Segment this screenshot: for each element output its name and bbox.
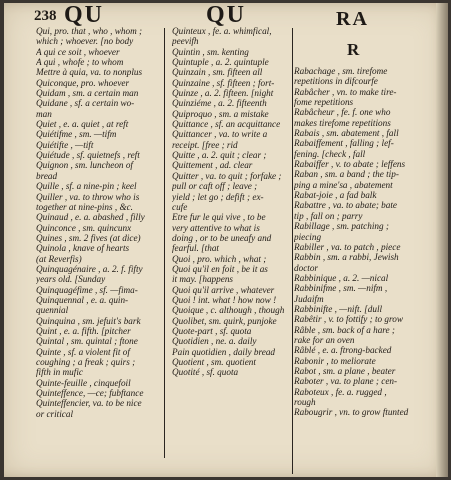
- dictionary-entry-line: Quitte , a. 2. quit ; clear ;: [172, 150, 267, 161]
- dictionary-entry-line: yield ; let go ; defift ; ex-: [172, 191, 264, 202]
- dictionary-entry-line: Rabonir , to meliorate: [294, 355, 376, 366]
- dictionary-entry-line: Quoi qu'il arrive , whatever: [172, 284, 275, 295]
- dictionary-entry-line: Quinzaine , sf. fifteen ; fort-: [172, 77, 275, 88]
- dictionary-entry-line: Quintin , sm. kenting: [172, 46, 249, 57]
- dictionary-entry-line: Quiproquo , sm. a mistake: [172, 108, 269, 119]
- dictionary-entry-line: fening. [check , fall: [294, 148, 366, 159]
- dictionary-entry-line: rake for an oven: [294, 334, 355, 345]
- dictionary-entry-line: Quotité , sf. quota: [172, 367, 239, 378]
- dictionary-entry-line: Quinaud , e. a. abashed , filly: [36, 212, 145, 223]
- dictionary-entry-line: (at Reverfis): [36, 253, 82, 264]
- dictionary-entry-line: Rabattre , va. to abate; bate: [294, 200, 397, 211]
- dictionary-entry-line: Quintal , sm. quintal ; ftone: [36, 336, 138, 347]
- dictionary-entry-line: Rabat-joie , a fad balk: [294, 190, 377, 201]
- dictionary-entry-line: pull or caft off ; leave ;: [172, 181, 258, 192]
- dictionary-entry-line: Quiller , va. to throw who is: [36, 191, 140, 202]
- dictionary-entry-line: Judaifm: [294, 293, 324, 304]
- dictionary-entry-line: Quinzain , sm. fifteen all: [172, 67, 263, 78]
- dictionary-entry-line: Quidam , sm. a certain man: [36, 88, 139, 99]
- dictionary-entry-line: Quinquagénaire , a. 2. f. fifty: [36, 263, 143, 274]
- dictionary-entry-line: Quinquina , sm. jefuit's bark: [36, 315, 141, 326]
- column-rule-left: [164, 28, 165, 458]
- dictionary-entry-line: Quines , sm. 2 fives (at dice): [36, 232, 141, 243]
- dictionary-entry-line: Raboter , va. to plane ; cen-: [294, 376, 398, 387]
- dictionary-entry-line: Quintuple , a. 2. quintuple: [172, 57, 269, 68]
- dictionary-entry-line: years old. [Sunday: [36, 274, 106, 285]
- dictionary-entry-line: Quignon , sm. luncheon of: [36, 160, 133, 171]
- dictionary-entry-line: Quittance , sf. an acquittance: [172, 119, 281, 130]
- dictionary-entry-line: Raban , sm. a band ; the tip-: [294, 169, 399, 180]
- dictionary-entry-line: Pain quotidien , daily bread: [172, 346, 276, 357]
- dictionary-entry-line: peevifh: [172, 36, 199, 47]
- dictionary-entry-line: Quotient , sm. quotient: [172, 357, 256, 367]
- middle-heading: QU: [206, 2, 246, 28]
- dictionary-entry-line: man: [36, 108, 52, 119]
- dictionary-entry-line: Quiétude , sf. quietnefs , reft: [36, 150, 140, 161]
- dictionary-entry-line: Rabais , sm. abatement , fall: [294, 128, 399, 139]
- dictionary-entry-line: fifth in mufic: [36, 367, 83, 378]
- column-1: [36, 26, 158, 419]
- dictionary-entry-line: Quiétifte , —tift: [36, 139, 94, 150]
- dictionary-entry-line: Quint , e. a. fifth. [pitcher: [36, 325, 131, 336]
- column-3: [294, 66, 426, 418]
- dictionary-entry-line: Quille , sf. a nine-pin ; keel: [36, 181, 137, 192]
- dictionary-entry-line: fearful. [that: [172, 243, 219, 254]
- section-letter: R: [347, 40, 360, 59]
- dictionary-entry-line: Quoique , c. although , though: [172, 305, 285, 316]
- dictionary-entry-line: Raboteux , fe. a. rugged ,: [294, 386, 387, 397]
- dictionary-entry-line: Quinteffence, —ce; fubftance: [36, 388, 144, 399]
- dictionary-entry-line: Rabot , sm. a plane , beater: [294, 365, 396, 376]
- dictionary-entry-line: Quinte , sf. a violent fit of: [36, 346, 130, 357]
- dictionary-entry-line: which ; whoever. [no body: [36, 36, 134, 47]
- dictionary-entry-line: Quinola , knave of hearts: [36, 243, 130, 254]
- dictionary-entry-line: Quiet , e. a. quiet , at reft: [36, 119, 129, 130]
- dictionary-entry-line: Rabbinique , a. 2. —nical: [294, 272, 389, 283]
- book-spine: [436, 3, 448, 477]
- dictionary-entry-line: Qui, pro. that , who , whom ;: [36, 26, 143, 36]
- dictionary-entry-line: quennial: [36, 305, 69, 316]
- dictionary-entry-line: Rabâcheur , fe. f. one who: [294, 107, 391, 118]
- dictionary-entry-line: makes tirefome repetitions: [294, 117, 391, 128]
- dictionary-entry-line: Quoi , pro. which , what ;: [172, 253, 267, 264]
- dictionary-entry-line: Quoi qu'il en foit , be it as: [172, 263, 268, 274]
- dictionary-entry-line: Quoi ! int. what ! how now !: [172, 294, 277, 305]
- dictionary-entry-line: Rabaiffement , falling ; lef-: [294, 138, 394, 149]
- dictionary-entry-line: Quittancer , va. to write a: [172, 129, 268, 140]
- dictionary-entry-line: Quitter , va. to quit ; forfake ;: [172, 170, 282, 181]
- dictionary-entry-line: it may. [happens: [172, 274, 233, 285]
- dictionary-entry-line: Quinziéme , a. 2. fifteenth: [172, 98, 267, 109]
- dictionary-entry-line: Rabillage , sm. patching ;: [294, 221, 389, 232]
- dictionary-entry-line: bread: [36, 170, 58, 181]
- dictionary-entry-line: Quittement , ad. clear: [172, 160, 253, 171]
- dictionary-entry-line: Quinteffencier, va. to be nice: [36, 398, 142, 409]
- dictionary-entry-line: Quiétifme , sm. —tifm: [36, 129, 117, 140]
- dictionary-entry-line: Quinconce , sm. quincunx: [36, 222, 132, 233]
- dictionary-entry-line: fome repetitions: [294, 97, 354, 108]
- dictionary-entry-line: doctor: [294, 262, 318, 273]
- dictionary-entry-line: Quiconque, pro. whoever: [36, 77, 130, 88]
- column-2: [172, 26, 296, 378]
- dictionary-entry-line: repetitions in difcourfe: [294, 76, 378, 87]
- dictionary-entry-line: Râblé , e. a. ftrong-backed: [294, 345, 392, 356]
- dictionary-entry-line: tip , fall on ; parry: [294, 210, 363, 221]
- dictionary-entry-line: cufe: [172, 201, 188, 212]
- dictionary-entry-line: Quote-part , sf. quota: [172, 325, 252, 336]
- dictionary-entry-line: Etre fur le qui vive , to be: [172, 212, 266, 223]
- dictionary-entry-line: Quinquagéfime , sf. —fima-: [36, 284, 138, 295]
- dictionary-entry-line: Quidane , sf. a certain wo-: [36, 98, 135, 109]
- dictionary-entry-line: rough: [294, 397, 316, 407]
- dictionary-entry-line: Quinze , a. 2. fifteen. [night: [172, 88, 274, 99]
- dictionary-entry-line: piecing: [294, 231, 322, 242]
- dictionary-entry-line: Rabiller , va. to patch , piece: [294, 241, 401, 252]
- dictionary-entry-line: Rabbin , sm. a rabbi, Jewish: [294, 252, 399, 263]
- dictionary-entry-line: Rabêtir , v. to fottify ; to grow: [294, 314, 403, 325]
- right-heading: RA: [336, 8, 369, 30]
- dictionary-entry-line: receipt. [free ; rid: [172, 139, 238, 150]
- dictionary-entry-line: Quotidien , ne. a. daily: [172, 336, 257, 347]
- dictionary-entry-line: Quinquennal , e. a. quin-: [36, 294, 129, 305]
- left-heading: QU: [64, 2, 104, 28]
- dictionary-entry-line: Mettre à quia, va. to nonplus: [36, 67, 143, 78]
- dictionary-entry-line: or critical: [36, 408, 74, 419]
- page-number: 238: [34, 8, 57, 24]
- dictionary-entry-line: doing , or to be uneafy and: [172, 232, 272, 243]
- dictionary-entry-line: Rabbinifte , —nift. [dull: [294, 303, 383, 314]
- dictionary-entry-line: Quinteux , fe. a. whimfical,: [172, 26, 272, 36]
- dictionary-entry-line: coughing ; a freak ; quirs ;: [36, 357, 136, 367]
- dictionary-entry-line: Rabâcher , vn. to make tire-: [294, 86, 397, 97]
- dictionary-entry-line: Rabaiffer , v. to abate ; leffens: [294, 159, 406, 170]
- dictionary-entry-line: A qui , whofe ; to whom: [36, 57, 124, 68]
- dictionary-entry-line: very attentive to what is: [172, 222, 260, 233]
- dictionary-entry-line: ping a mine'sa , abatement: [294, 179, 393, 190]
- dictionary-entry-line: Quinte-feuille , cinquefoil: [36, 377, 131, 388]
- dictionary-entry-line: Quolibet, sm. quirk, punjoke: [172, 315, 277, 326]
- dictionary-entry-line: Rabougrir , vn. to grow ftunted: [294, 407, 409, 418]
- dictionary-entry-line: Rabbinifme , sm. —nifm ,: [294, 283, 388, 294]
- dictionary-entry-line: A qui ce soit , whoever: [36, 46, 120, 57]
- dictionary-entry-line: together at nine-pins , &c.: [36, 201, 133, 212]
- dictionary-entry-line: Râble , sm. back of a hare ;: [294, 324, 395, 335]
- dictionary-entry-line: Rabachage , sm. tirefome: [294, 66, 388, 76]
